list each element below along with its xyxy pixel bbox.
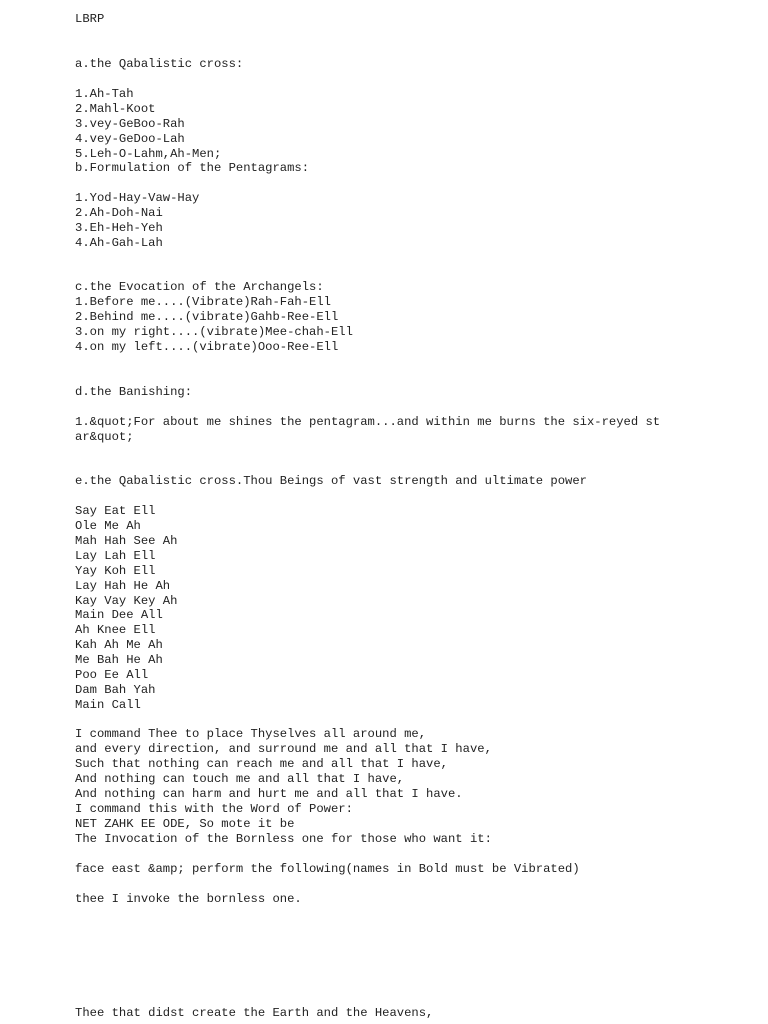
- section-c-heading: c.the Evocation of the Archangels:: [75, 280, 324, 294]
- name-line: Ole Me Ah: [75, 519, 141, 533]
- invocation-line: thee I invoke the bornless one.: [75, 892, 302, 906]
- section-b-item: 3.Eh-Heh-Yeh: [75, 221, 163, 235]
- section-d-heading: d.the Banishing:: [75, 385, 193, 399]
- command-line: and every direction, and surround me and all that I have,: [75, 742, 492, 756]
- name-line: Ah Knee Ell: [75, 623, 156, 637]
- name-line: Lay Lah Ell: [75, 549, 156, 563]
- name-line: Kay Vay Key Ah: [75, 594, 178, 608]
- section-b-item: 2.Ah-Doh-Nai: [75, 206, 163, 220]
- name-line: Say Eat Ell: [75, 504, 156, 518]
- section-a-item: 4.vey-GeDoo-Lah: [75, 132, 185, 146]
- face-east-instruction: face east &amp; perform the following(names in Bold must be Vibrated): [75, 862, 580, 876]
- command-line: NET ZAHK EE ODE, So mote it be: [75, 817, 295, 831]
- section-c-item: 1.Before me....(Vibrate)Rah-Fah-Ell: [75, 295, 331, 309]
- name-line: Yay Koh Ell: [75, 564, 156, 578]
- section-a-item: 1.Ah-Tah: [75, 87, 134, 101]
- section-d-line: 1.&quot;For about me shines the pentagram...and within me burns the six-reyed st: [75, 415, 661, 429]
- section-d-line: ar&quot;: [75, 430, 134, 444]
- name-line: Main Dee All: [75, 608, 163, 622]
- name-line: Lay Hah He Ah: [75, 579, 171, 593]
- command-line: And nothing can harm and hurt me and all that I have.: [75, 787, 463, 801]
- section-a-item: 2.Mahl-Koot: [75, 102, 156, 116]
- name-line: Main Call: [75, 698, 141, 712]
- command-line: Such that nothing can reach me and all that I have,: [75, 757, 448, 771]
- section-b-item: 4.Ah-Gah-Lah: [75, 236, 163, 250]
- section-c-item: 2.Behind me....(vibrate)Gahb-Ree-Ell: [75, 310, 339, 324]
- name-line: Kah Ah Me Ah: [75, 638, 163, 652]
- command-line: I command this with the Word of Power:: [75, 802, 353, 816]
- final-line: Thee that didst create the Earth and the Heavens,: [75, 1006, 434, 1020]
- section-a-item: 3.vey-GeBoo-Rah: [75, 117, 185, 131]
- command-line: I command Thee to place Thyselves all around me,: [75, 727, 427, 741]
- section-b-item: 1.Yod-Hay-Vaw-Hay: [75, 191, 200, 205]
- section-a-heading: a.the Qabalistic cross:: [75, 57, 244, 71]
- section-e-heading: e.the Qabalistic cross.Thou Beings of vast strength and ultimate power: [75, 474, 587, 488]
- name-line: Me Bah He Ah: [75, 653, 163, 667]
- section-b-heading: b.Formulation of the Pentagrams:: [75, 161, 310, 175]
- section-c-item: 4.on my left....(vibrate)Ooo-Ree-Ell: [75, 340, 339, 354]
- name-line: Mah Hah See Ah: [75, 534, 178, 548]
- name-line: Dam Bah Yah: [75, 683, 156, 697]
- document-title: LBRP: [75, 12, 105, 26]
- command-line: The Invocation of the Bornless one for those who want it:: [75, 832, 492, 846]
- section-a-item: 5.Leh-O-Lahm,Ah-Men;: [75, 147, 222, 161]
- name-line: Poo Ee All: [75, 668, 149, 682]
- command-line: And nothing can touch me and all that I have,: [75, 772, 405, 786]
- section-c-item: 3.on my right....(vibrate)Mee-chah-Ell: [75, 325, 353, 339]
